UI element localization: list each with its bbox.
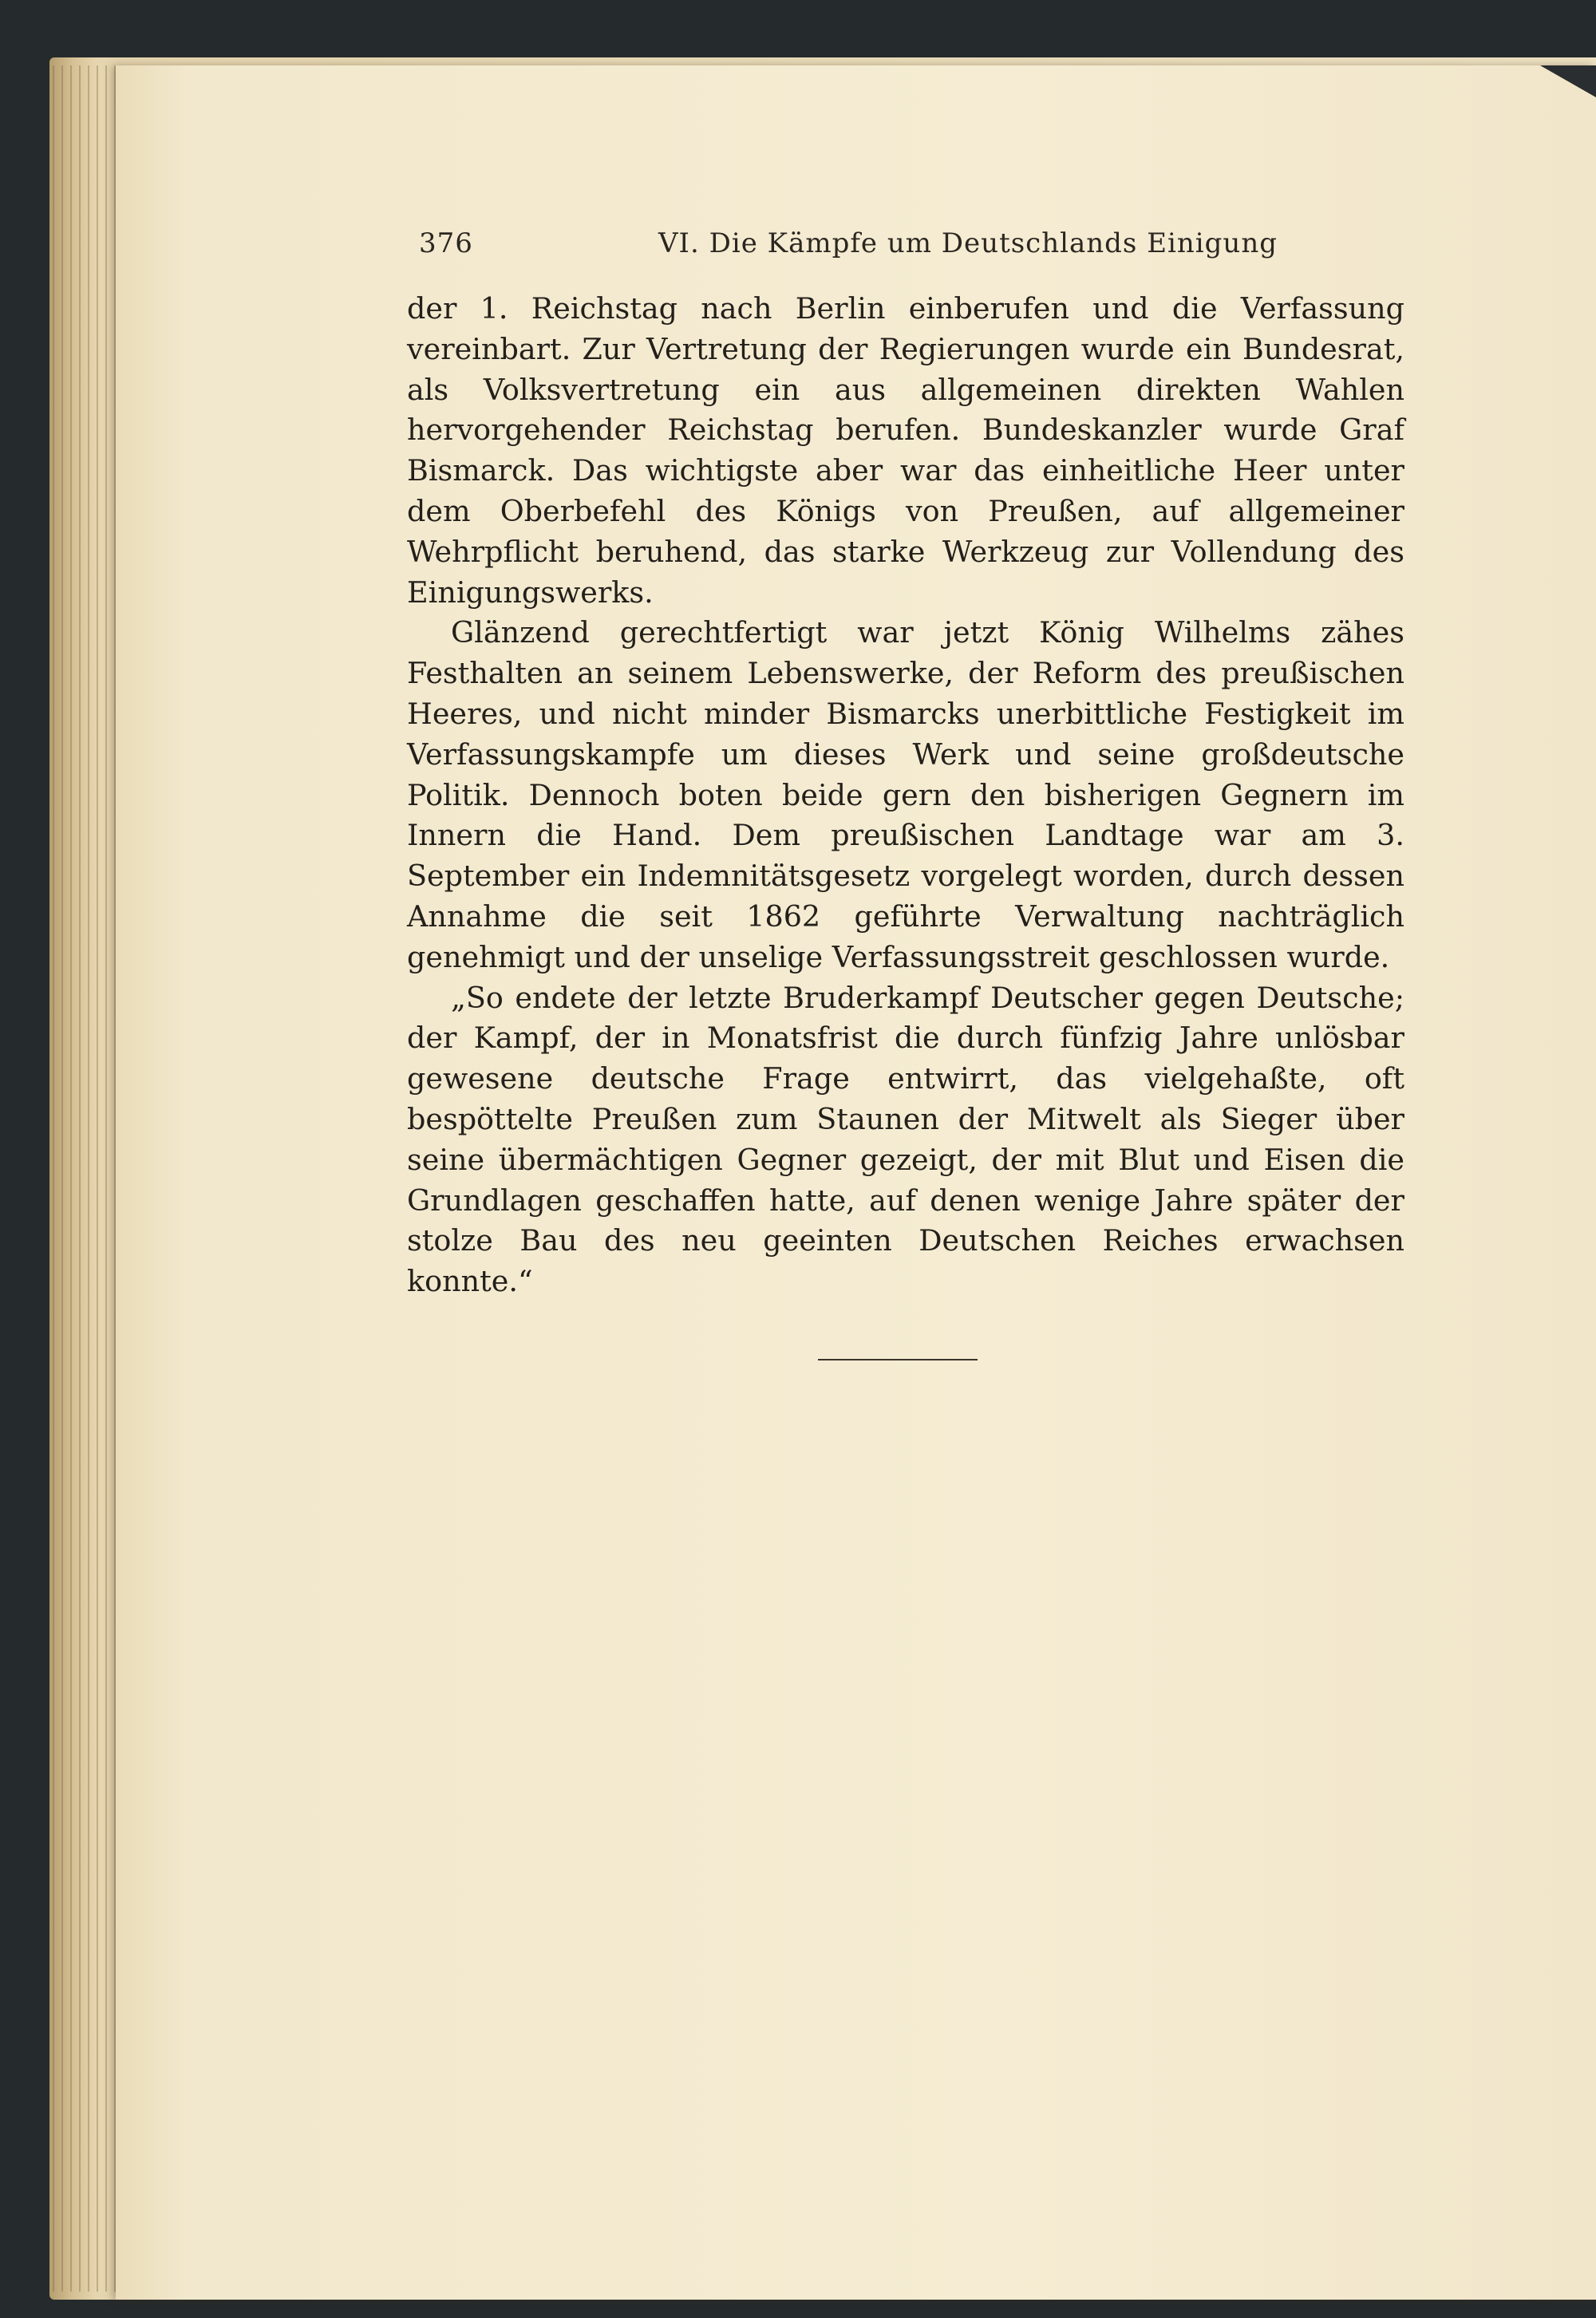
page-number: 376 — [419, 227, 473, 259]
paragraph-1: der 1. Reichstag nach Berlin einberufen und die Verfassung vereinbart. Zur Vertretung der Regierungen wurde ein Bundesrat, als Volksvertretung ein aus allgemeinen direkten Wahlen hervorgehender Reichstag berufen. Bundeskanzler wurde Graf Bismarck. Das wichtigste aber war das einheitliche Heer unter dem Oberbefehl des Königs von Preußen, auf allgemeiner Wehrpflicht beruhend, das starke Werkzeug zur Vollendung des Einigungswerks. — [407, 291, 1404, 610]
paragraph-3: „So endete der letzte Bruderkampf Deutscher gegen Deutsche; der Kampf, der in Monatsfrist die durch fünfzig Jahre unlösbar gewesene deutsche Frage entwirrt, das vielgehaßte, oft bespöttelte Preußen zum Staunen der Mitwelt als Sieger über seine übermächtigen Gegner gezeigt, der mit Blut und Eisen die Grundlagen geschaffen hatte, auf denen wenige Jahre später der stolze Bau des neu geeinten Deutschen Reiches erwachsen konnte.“ — [407, 980, 1404, 1299]
section-end-rule — [818, 1359, 978, 1360]
running-head — [419, 227, 1278, 267]
body-text — [407, 289, 1404, 1302]
page-corner — [1540, 65, 1596, 97]
chapter-title: VI. Die Kämpfe um Deutschlands Einigung — [658, 227, 1278, 259]
paragraph-2: Glänzend gerechtfertigt war jetzt König Wilhelms zähes Festhalten an seinem Lebenswerke, der Reform des preußischen Heeres, und nicht minder Bismarcks unerbittliche Festigkeit im Verfassungskampfe um dieses Werk und seine großdeutsche Politik. Dennoch boten beide gern den bisherigen Gegnern im Innern die Hand. Dem preußischen Landtage war am 3. September ein Indemnitätsgesetz vorgelegt worden, durch dessen Annahme die seit 1862 geführte Verwaltung nachträglich genehmigt und der unselige Verfassungsstreit geschlossen wurde. — [407, 615, 1404, 974]
